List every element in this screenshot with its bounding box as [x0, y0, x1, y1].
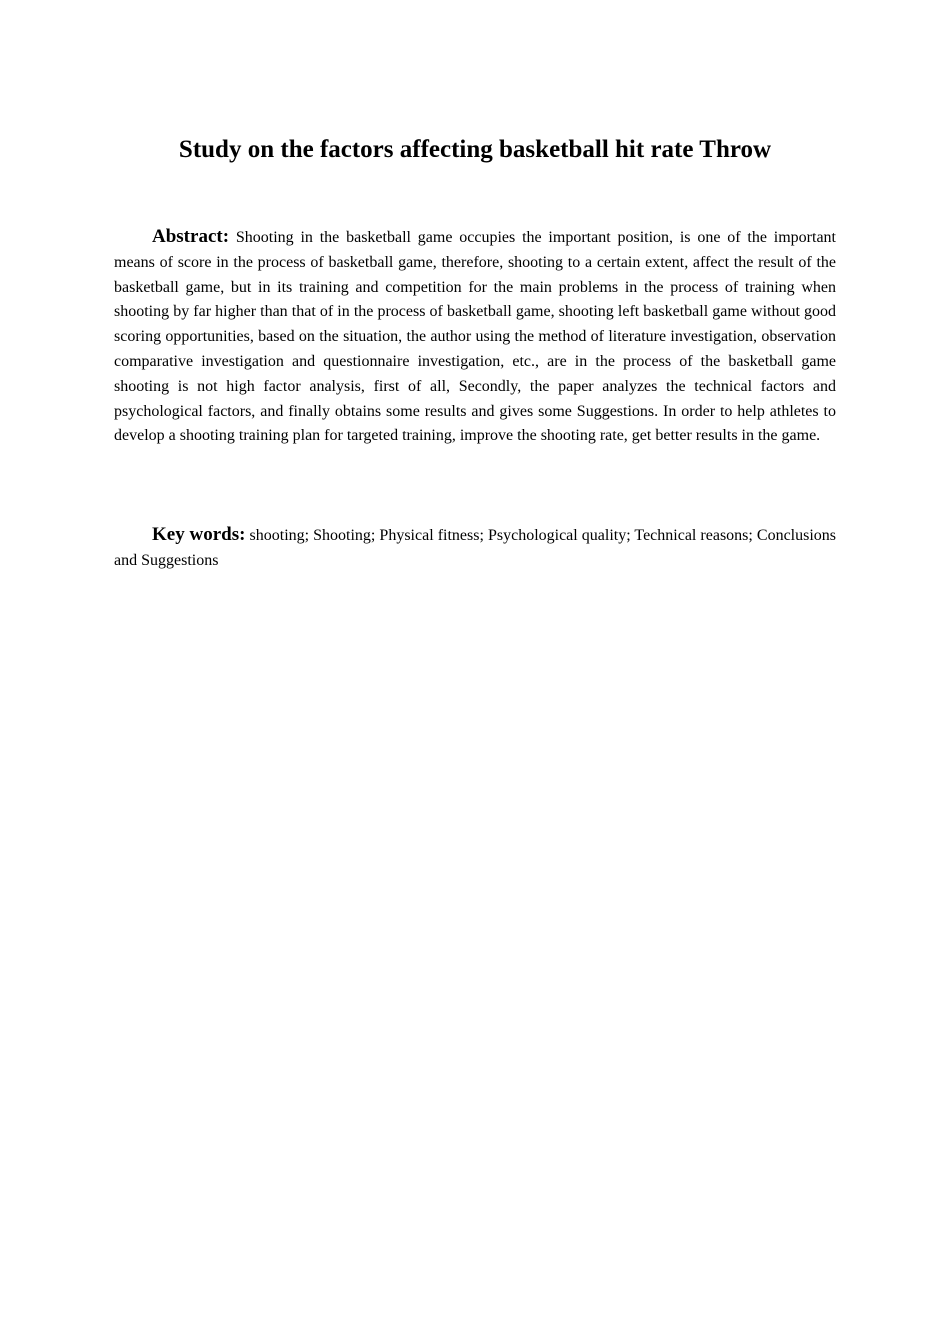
keywords-text: shooting; Shooting; Physical fitness; Psychological quality; Technical reasons; Conclusions and Suggestions [114, 527, 837, 569]
abstract-text: Shooting in the basketball game occupies the important position, is one of the important means of score in the process of basketball game, therefore, shooting to a certain extent, affect the result of the basketball game, but in its training and competition for the main problems in the process of training when shooting by far higher than that of in the process of basketball game, shooting left basketball game without good scoring opportunities, based on the situation, the author using the method of literature investigation, observation comparative investigation and questionnaire investigation, etc., are in the process of the basketball game shooting is not high factor analysis, first of all, Secondly, the paper analyzes the technical factors and psychological factors, and finally obtains some results and gives some Suggestions. In order to help athletes to develop a shooting training plan for targeted training, improve the shooting rate, get better results in the game. [114, 229, 837, 445]
keywords-paragraph [114, 523, 836, 574]
abstract-paragraph [114, 225, 836, 449]
paper-title: Study on the factors affecting basketball hit rate Throw [178, 136, 772, 163]
abstract-label: Abstract: [152, 226, 230, 247]
keywords-label: Key words: [152, 524, 246, 545]
